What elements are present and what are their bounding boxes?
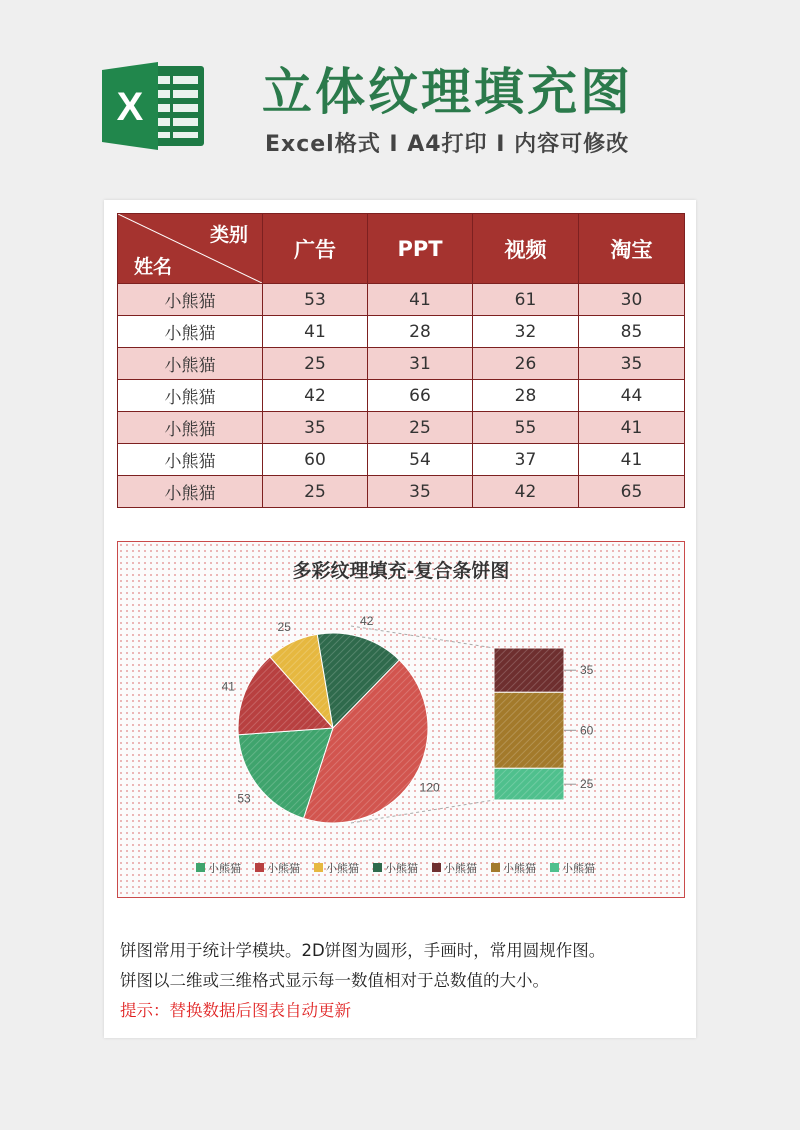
pie-data-label: 25 [277, 620, 291, 635]
chart-legend [196, 861, 595, 875]
column-header: 广告 [263, 214, 368, 284]
table-cell: 65 [579, 476, 685, 508]
pie-data-label: 41 [221, 679, 235, 694]
table-cell: 60 [263, 444, 368, 476]
table-row [118, 476, 685, 508]
table-cell: 28 [473, 380, 579, 412]
table-header-row [118, 214, 685, 284]
row-name-cell: 小熊猫 [118, 476, 263, 508]
legend-swatch [196, 863, 205, 872]
legend-label: 小熊猫 [444, 862, 477, 875]
table-cell: 41 [263, 316, 368, 348]
row-name-cell: 小熊猫 [118, 412, 263, 444]
corner-category-label: 类别 [209, 224, 248, 246]
table-cell: 41 [368, 284, 473, 316]
table-row [118, 412, 685, 444]
legend-swatch [491, 863, 500, 872]
table-cell: 44 [579, 380, 685, 412]
legend-label: 小熊猫 [326, 862, 359, 875]
page-title: 立体纹理填充图 [262, 63, 633, 121]
table-cell: 35 [368, 476, 473, 508]
chart-area [117, 541, 685, 898]
page-subtitle: Excel格式 I A4打印 I 内容可修改 [265, 132, 630, 157]
row-name-cell: 小熊猫 [118, 444, 263, 476]
bar-group [494, 648, 594, 800]
table-cell: 35 [579, 348, 685, 380]
table-row [118, 316, 685, 348]
pie-of-bar-chart [118, 542, 684, 897]
document-sheet [104, 200, 696, 1038]
table-row [118, 444, 685, 476]
legend-swatch [255, 863, 264, 872]
legend-label: 小熊猫 [562, 862, 595, 875]
legend-label: 小熊猫 [208, 862, 241, 875]
legend-label: 小熊猫 [267, 862, 300, 875]
pie-data-label: 120 [419, 780, 440, 795]
legend-swatch [550, 863, 559, 872]
table-row [118, 348, 685, 380]
table-cell: 25 [368, 412, 473, 444]
column-header: 视频 [473, 214, 579, 284]
row-name-cell: 小熊猫 [118, 380, 263, 412]
table-cell: 32 [473, 316, 579, 348]
row-name-cell: 小熊猫 [118, 348, 263, 380]
chart-title: 多彩纹理填充-复合条饼图 [292, 560, 510, 582]
table-corner-header [118, 214, 263, 284]
table-cell: 41 [579, 444, 685, 476]
column-header: 淘宝 [579, 214, 685, 284]
legend-label: 小熊猫 [503, 862, 536, 875]
bar-data-label: 35 [580, 663, 594, 678]
table-cell: 41 [579, 412, 685, 444]
table-cell: 26 [473, 348, 579, 380]
table-cell: 28 [368, 316, 473, 348]
table-row [118, 284, 685, 316]
table-cell: 53 [263, 284, 368, 316]
legend-swatch [373, 863, 382, 872]
table-cell: 35 [263, 412, 368, 444]
data-table [117, 213, 685, 508]
table-cell: 61 [473, 284, 579, 316]
tip-text: 提示：替换数据后图表自动更新 [120, 1001, 351, 1020]
table-cell: 25 [263, 476, 368, 508]
legend-swatch [314, 863, 323, 872]
pie-group [222, 614, 440, 823]
table-cell: 66 [368, 380, 473, 412]
pie-data-label: 42 [360, 614, 374, 629]
column-header: PPT [368, 214, 473, 284]
row-name-cell: 小熊猫 [118, 284, 263, 316]
corner-name-label: 姓名 [134, 256, 173, 278]
table-cell: 30 [579, 284, 685, 316]
bar-data-label: 25 [580, 777, 594, 792]
bar-segment-texture [494, 692, 564, 768]
table-cell: 42 [473, 476, 579, 508]
legend-swatch [432, 863, 441, 872]
table-cell: 42 [263, 380, 368, 412]
description-line: 饼图以二维或三维格式显示每一数值相对于总数值的大小。 [120, 971, 549, 990]
page-header [0, 0, 800, 200]
excel-logo-icon [100, 60, 210, 152]
table-cell: 85 [579, 316, 685, 348]
table-cell: 55 [473, 412, 579, 444]
row-name-cell: 小熊猫 [118, 316, 263, 348]
logo-letter: X [116, 85, 144, 129]
table-row [118, 380, 685, 412]
table-cell: 37 [473, 444, 579, 476]
table-cell: 54 [368, 444, 473, 476]
bar-segment-texture [494, 648, 564, 692]
description-line: 饼图常用于统计学模块。2D饼图为圆形，手画时，常用圆规作图。 [120, 941, 606, 960]
pie-data-label: 53 [237, 791, 251, 806]
bar-data-label: 60 [580, 723, 594, 738]
table-cell: 31 [368, 348, 473, 380]
table-cell: 25 [263, 348, 368, 380]
legend-label: 小熊猫 [385, 862, 418, 875]
description-block [120, 936, 690, 1026]
bar-segment-texture [494, 768, 564, 800]
